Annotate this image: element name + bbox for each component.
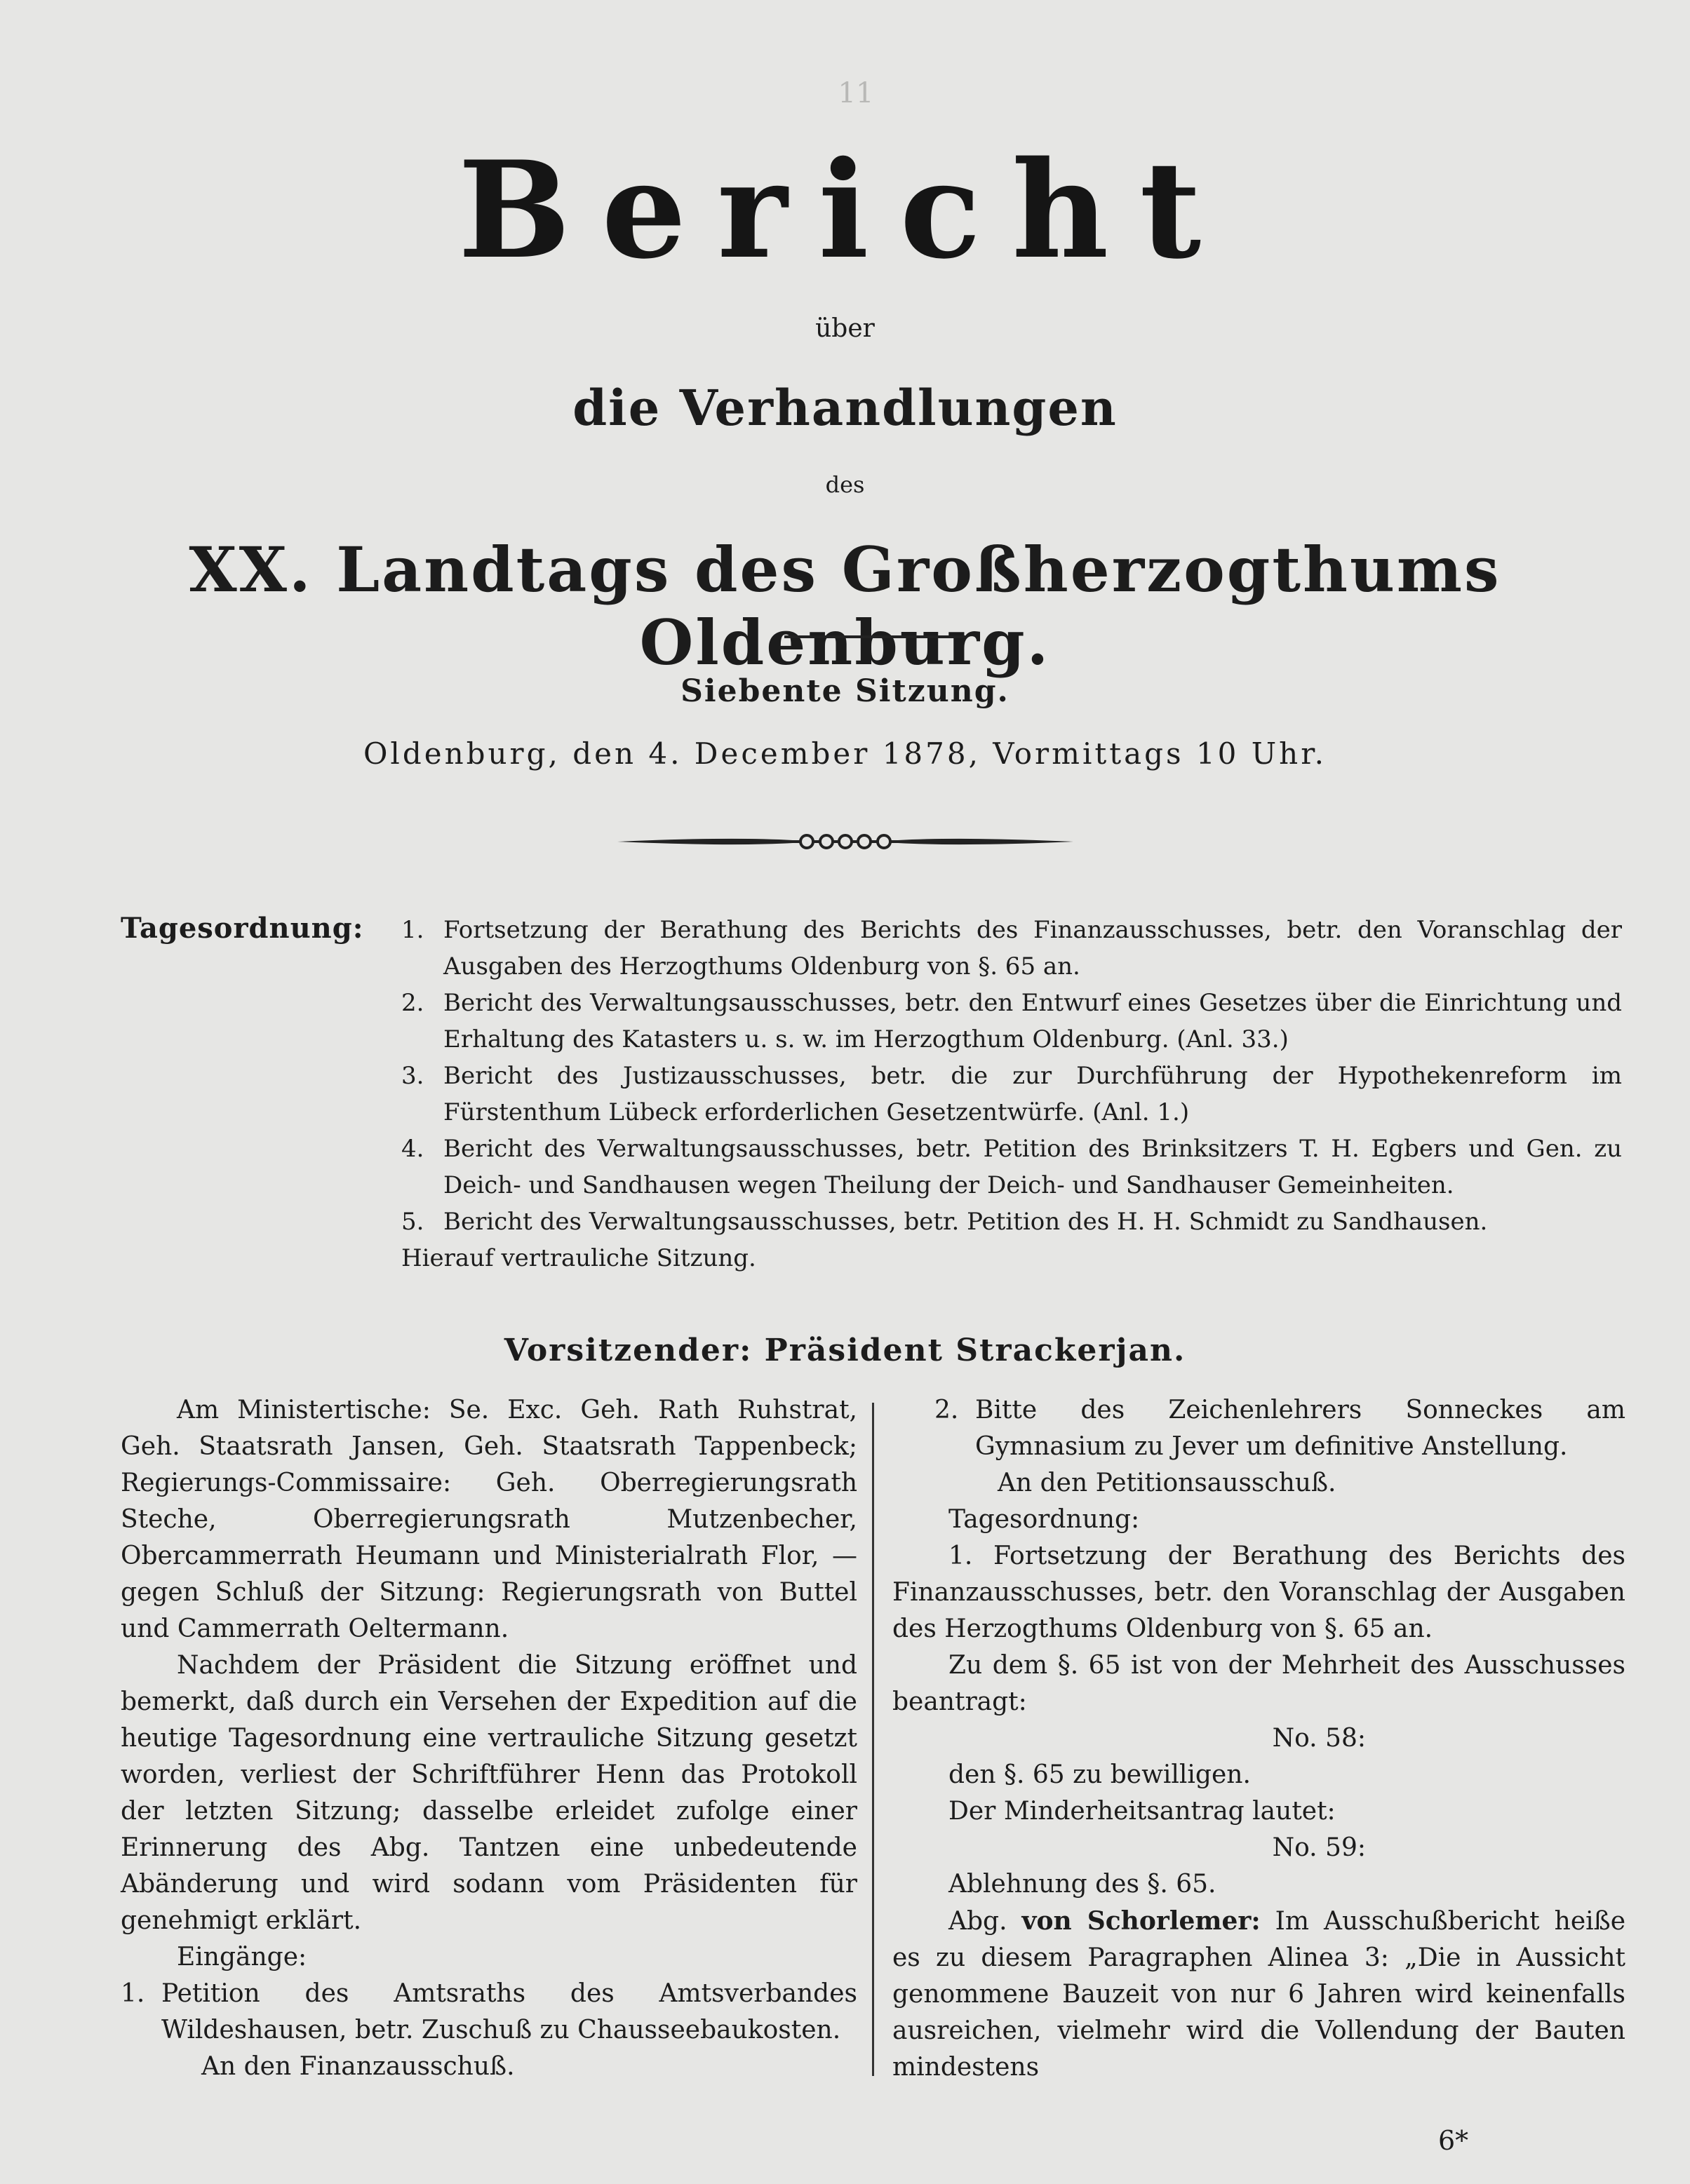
page-title: Bericht [457,132,1233,288]
left-column [121,1392,857,2085]
agenda-item [401,985,1622,1058]
eingang-item [892,1392,1625,1465]
agenda-list [401,912,1622,1276]
agenda-item [401,1131,1622,1204]
agenda-item-number: 1. [401,916,424,944]
subtitle-verhandlungen: die Verhandlungen [572,379,1118,437]
eingang-item [121,1976,857,2049]
right-column [892,1392,1625,2086]
landtag-heading: XX. Landtags des Großherzogthums Oldenburg. [189,533,1501,679]
agenda-item [401,1058,1622,1131]
eingang-number: 1. [121,1979,145,2008]
motion-number: No. 59: [1272,1833,1366,1862]
signature-mark: 6* [1438,2125,1469,2156]
subtitle-des: des [825,471,865,498]
majority-motion-intro: Zu dem §. 65 ist von der Mehrheit des Ausschusses beantragt: [892,1651,1625,1716]
speech-text: Im Ausschußbericht heiße es zu diesem Paragraphen Alinea 3: „Die in Aussicht genommene Bauzeit von nur 6 Jahren wird keinenfalls ausreichen, vielmehr wird die Vollendung der Bauten mindestens [892,1907,1625,2082]
motion-text: den §. 65 zu bewilligen. [948,1760,1251,1789]
motion-text: Ablehnung des §. 65. [948,1870,1216,1899]
column-divider [872,1403,874,2076]
ornament-divider [617,830,1073,854]
agenda-item-number: 5. [401,1208,424,1236]
agenda-item-text: Bericht des Justizausschusses, betr. die zur Durchführung der Hypothekenreform im Fürstenthum Lübeck erforderlichen Gesetzentwürfe. (Anl. 1.) [443,1062,1622,1126]
agenda-note: Hierauf vertrauliche Sitzung. [401,1244,756,1272]
speaker-name: von Schorlemer: [1021,1906,1261,1936]
eingang-referral: An den Petitionsausschuß. [998,1469,1336,1497]
eingang-number: 2. [934,1396,959,1424]
speech-paragraph [892,1903,1625,2086]
agenda-label: Tagesordnung: [121,912,364,945]
eingang-text: Bitte des Zeichenlehrers Sonneckes am Gymnasium zu Jever um definitive Anstellung. [975,1396,1625,1461]
eingaenge-heading: Eingänge: [177,1943,307,1971]
agenda-item [401,912,1622,985]
tagesordnung-heading: Tagesordnung: [948,1505,1140,1534]
minority-motion-intro: Der Minderheitsantrag lautet: [948,1797,1336,1826]
agenda-item-text: Bericht des Verwaltungsausschusses, betr. Petition des Brinksitzers T. H. Egbers und Gen. zu Deich- und Sandhausen wegen Theilung der Deich- und Sandhauser Gemeinheiten. [443,1135,1622,1199]
dateline: Oldenburg, den 4. December 1878, Vormittags 10 Uhr. [363,736,1327,771]
chair-heading: Vorsitzender: Präsident Strackerjan. [504,1333,1186,1368]
agenda-item-number: 2. [401,989,424,1017]
agenda-item-text: Fortsetzung der Berathung des Berichts des Finanzausschusses, betr. den Voranschlag der Ausgaben des Herzogthums Oldenburg von §. 65 an. [443,916,1622,980]
session-heading: Siebente Sitzung. [680,673,1010,709]
subtitle-ueber: über [815,314,875,343]
agenda-item [401,1204,1622,1240]
agenda-item-text: Bericht des Verwaltungsausschusses, betr. Petition des H. H. Schmidt zu Sandhausen. [443,1208,1488,1236]
agenda-item-number: 3. [401,1062,424,1090]
page-number: 11 [838,77,874,109]
motion-number: No. 58: [1272,1724,1366,1753]
agenda-item-text: Bericht des Verwaltungsausschusses, betr. den Entwurf eines Gesetzes über die Einrichtung und Erhaltung des Katasters u. s. w. im Herzogthum Oldenburg. (Anl. 33.) [443,989,1622,1053]
attendance-paragraph: Am Ministertische: Se. Exc. Geh. Rath Ruhstrat, Geh. Staatsrath Jansen, Geh. Staatsrath Tappenbeck; Regierungs-Commissaire: Geh. Oberregierungsrath Steche, Oberregierungsrath Mutzenbecher, Obercammerrath Heumann und Ministerialrath Flor, — gegen Schluß der Sitzung: Regierungsrath von Buttel und Cammerrath Oeltermann. [121,1396,857,1643]
divider-rule [784,635,965,638]
opening-paragraph: Nachdem der Präsident die Sitzung eröffnet und bemerkt, daß durch ein Versehen der Expedition auf die heutige Tagesordnung eine vertrauliche Sitzung gesetzt worden, verliest der Schriftführer Henn das Protokoll der letzten Sitzung; dasselbe erleidet zufolge einer Erinnerung des Abg. Tantzen eine unbedeutende Abänderung und wird sodann vom Präsidenten für genehmigt erklärt. [121,1651,857,1935]
agenda-point-text: 1. Fortsetzung der Berathung des Berichts des Finanzausschusses, betr. den Voranschlag der Ausgaben des Herzogthums Oldenburg von §. 65 an. [892,1542,1625,1643]
eingang-referral: An den Finanzausschuß. [201,2052,515,2081]
eingang-text: Petition des Amtsraths des Amtsverbandes Wildeshausen, betr. Zuschuß zu Chausseebaukosten. [161,1979,857,2044]
agenda-item-number: 4. [401,1135,424,1163]
speaker-prefix: Abg. [948,1907,1007,1936]
